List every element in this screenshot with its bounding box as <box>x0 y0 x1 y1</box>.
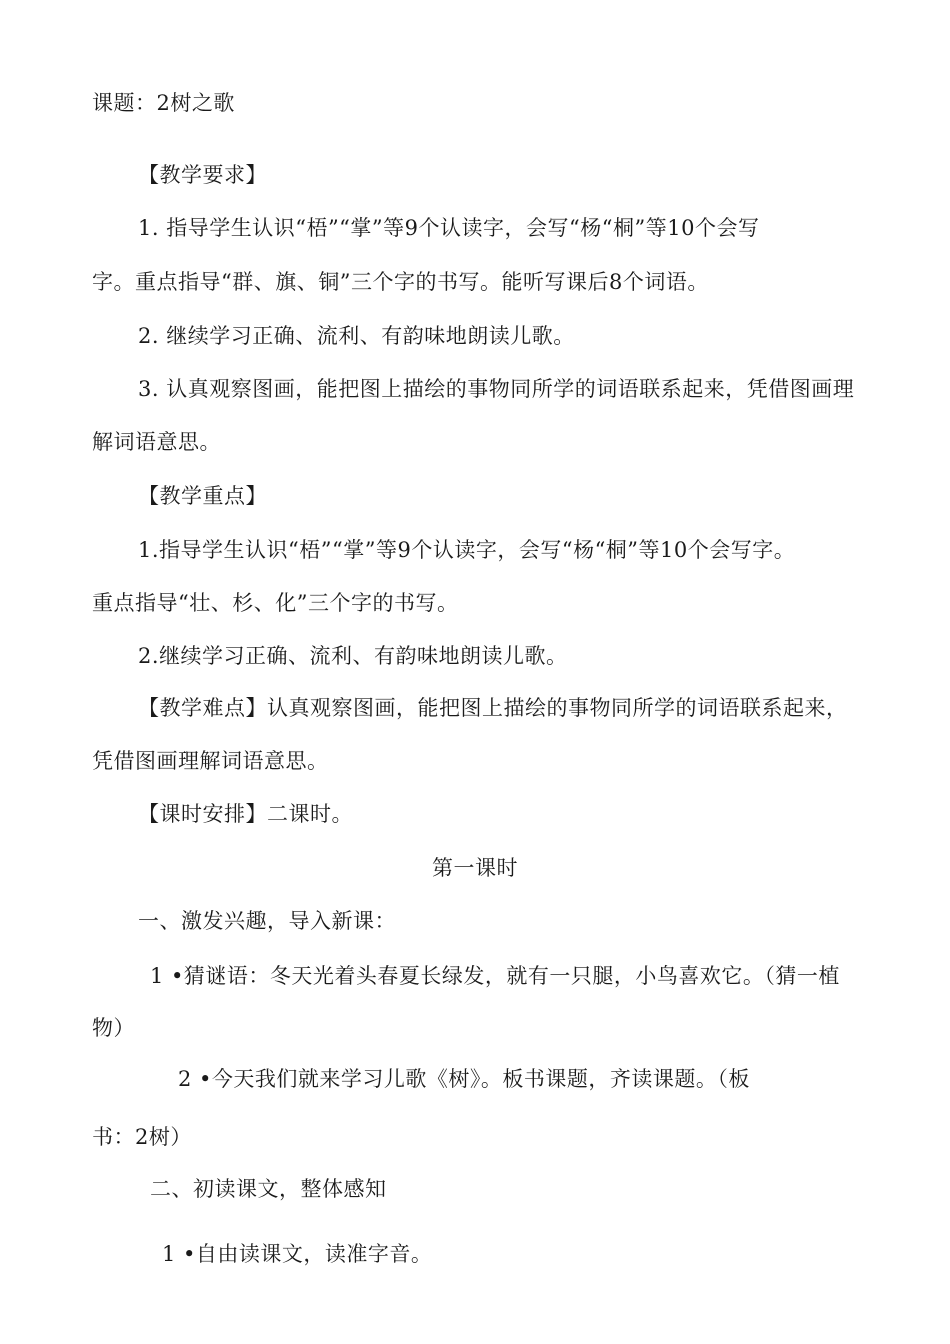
step-1-heading: 一、激发兴趣，导入新课： <box>138 909 396 933</box>
difficulty-line-2: 凭借图画理解词语意思。 <box>92 749 329 773</box>
section-heading-requirements: 【教学要求】 <box>138 163 267 187</box>
step-2-item-1: 1 •自由读课文，读准字音。 <box>162 1242 433 1266</box>
key-point-1-line-1: 1.指导学生认识“梧”“掌”等9个认读字，会写“杨“桐”等10个会写字。 <box>138 538 796 562</box>
requirement-3-line-1: 3. 认真观察图画，能把图上描绘的事物同所学的词语联系起来，凭借图画理 <box>138 377 855 401</box>
requirement-1-line-1: 1. 指导学生认识“梧”“掌”等9个认读字，会写“杨“桐”等10个会写 <box>138 216 760 240</box>
requirement-1-line-2: 字。重点指导“群、旗、铜”三个字的书写。能听写课后8个词语。 <box>92 270 709 294</box>
step-1-item-2-line-2: 书：2树） <box>92 1125 192 1149</box>
step-1-item-1-line-1: 1 •猜谜语：冬天光着头春夏长绿发，就有一只腿，小鸟喜欢它。（猜一植 <box>150 964 840 988</box>
requirement-3-line-2: 解词语意思。 <box>92 430 221 454</box>
step-1-item-1-line-2: 物） <box>92 1016 135 1040</box>
difficulty-line-1: 【教学难点】认真观察图画，能把图上描绘的事物同所学的词语联系起来， <box>138 696 848 720</box>
requirement-2: 2. 继续学习正确、流利、有韵味地朗读儿歌。 <box>138 324 575 348</box>
key-point-2: 2.继续学习正确、流利、有韵味地朗读儿歌。 <box>138 644 568 668</box>
lesson-title: 课题：2树之歌 <box>92 91 235 115</box>
step-1-item-2-line-1: 2 •今天我们就来学习儿歌《树》。板书课题，齐读课题。（板 <box>178 1067 750 1091</box>
schedule: 【课时安排】二课时。 <box>138 802 353 826</box>
period-heading: 第一课时 <box>432 856 518 880</box>
section-heading-key-points: 【教学重点】 <box>138 484 267 508</box>
key-point-1-line-2: 重点指导“壮、杉、化”三个字的书写。 <box>92 591 459 615</box>
step-2-heading: 二、初读课文，整体感知 <box>150 1177 387 1201</box>
